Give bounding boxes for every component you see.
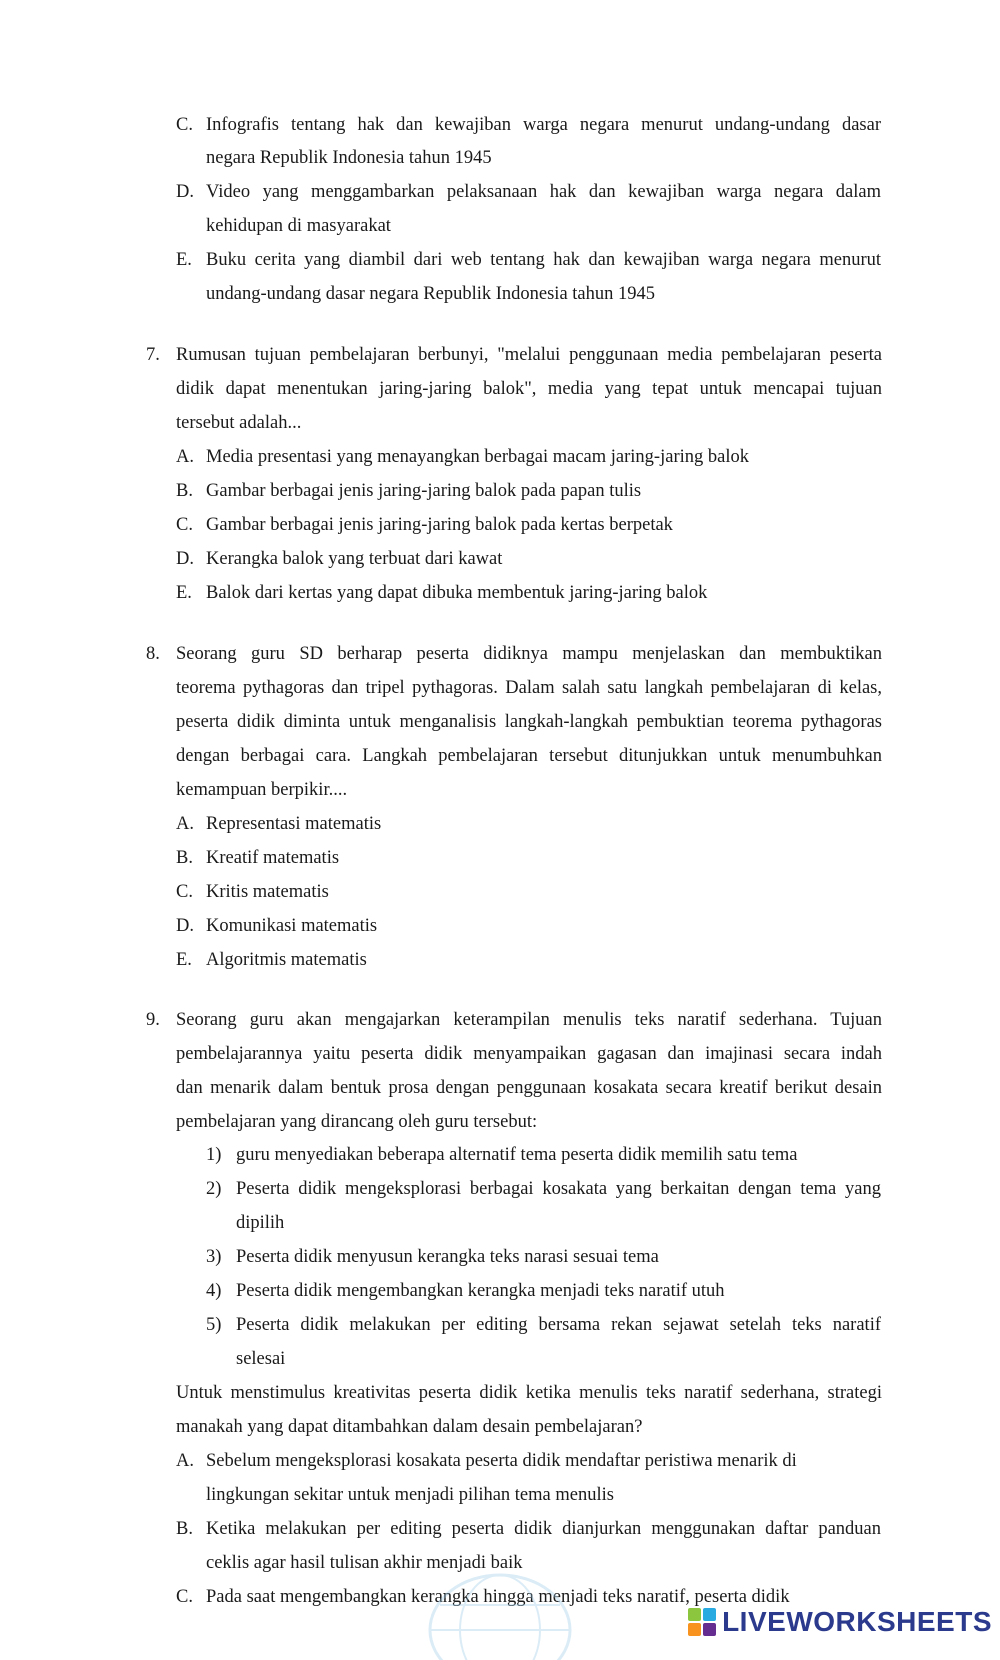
step-number: 5) xyxy=(206,1315,222,1335)
watermark-emblem xyxy=(390,1560,610,1660)
step-text: dipilih xyxy=(236,1213,285,1233)
question-stem-line: dan menarik dalam bentuk prosa dengan penggunaan kosakata secara kreatif berikut desain xyxy=(176,1078,882,1098)
step-text: selesai xyxy=(236,1349,286,1369)
question-stem-line: Rumusan tujuan pembelajaran berbunyi, "melalui penggunaan media pembelajaran peserta xyxy=(176,345,882,365)
option-letter: B. xyxy=(176,1519,193,1539)
question-number: 9. xyxy=(146,1010,160,1030)
option-letter: D. xyxy=(176,916,194,936)
option-text: Infografis tentang hak dan kewajiban warga negara menurut undang-undang dasar xyxy=(206,115,881,135)
option-letter: A. xyxy=(176,1451,194,1471)
step-text: guru menyediakan beberapa alternatif tema peserta didik memilih satu tema xyxy=(236,1145,798,1165)
option-text: Algoritmis matematis xyxy=(206,950,367,970)
option-text: Buku cerita yang diambil dari web tentang hak dan kewajiban warga negara menurut xyxy=(206,250,881,270)
option-letter: B. xyxy=(176,481,193,501)
question-stem-line: peserta didik diminta untuk menganalisis langkah-langkah pembuktian teorema pythagoras xyxy=(176,712,882,732)
step-text: Peserta didik mengeksplorasi berbagai kosakata yang berkaitan dengan tema yang xyxy=(236,1179,881,1199)
option-text: Gambar berbagai jenis jaring-jaring balok pada kertas berpetak xyxy=(206,515,673,535)
question-stem-line: kemampuan berpikir.... xyxy=(176,780,348,800)
brand-wordmark: LIVEWORKSHEETS xyxy=(722,1606,992,1637)
question-stem-line: pembelajaran yang dirancang oleh guru tersebut: xyxy=(176,1112,538,1132)
option-text: Sebelum mengeksplorasi kosakata peserta didik mendaftar peristiwa menarik di xyxy=(206,1451,797,1471)
option-text: Gambar berbagai jenis jaring-jaring balok pada papan tulis xyxy=(206,481,642,501)
liveworksheets-logo-icon xyxy=(688,1608,716,1636)
option-letter: A. xyxy=(176,814,194,834)
question-stem-line: pembelajarannya yaitu peserta didik menyampaikan gagasan dan imajinasi secara indah xyxy=(176,1044,882,1064)
step-number: 3) xyxy=(206,1247,222,1267)
question-stem-line: Seorang guru SD berharap peserta didiknya mampu menjelaskan dan membuktikan xyxy=(176,644,882,664)
step-number: 2) xyxy=(206,1179,222,1199)
option-text: Pada saat mengembangkan kerangka hingga menjadi teks naratif, peserta didik xyxy=(206,1587,790,1607)
liveworksheets-brand xyxy=(688,1607,992,1637)
step-text: Peserta didik menyusun kerangka teks narasi sesuai tema xyxy=(236,1247,659,1267)
option-text: Balok dari kertas yang dapat dibuka membentuk jaring-jaring balok xyxy=(206,583,708,603)
option-text: Representasi matematis xyxy=(206,814,382,834)
step-number: 1) xyxy=(206,1145,222,1165)
option-letter: E. xyxy=(176,250,192,270)
option-text: undang-undang dasar negara Republik Indonesia tahun 1945 xyxy=(206,284,656,304)
option-letter: C. xyxy=(176,515,193,535)
option-letter: C. xyxy=(176,1587,193,1607)
option-letter: B. xyxy=(176,848,193,868)
question-stem-line: Seorang guru akan mengajarkan keterampilan menulis teks naratif sederhana. Tujuan xyxy=(176,1010,882,1030)
option-text: kehidupan di masyarakat xyxy=(206,216,391,236)
option-text: Kreatif matematis xyxy=(206,848,340,868)
option-letter: E. xyxy=(176,583,192,603)
question-prompt-line: manakah yang dapat ditambahkan dalam desain pembelajaran? xyxy=(176,1417,643,1437)
question-stem-line: dengan berbagai cara. Langkah pembelajaran tersebut ditunjukkan untuk menumbuhkan xyxy=(176,746,882,766)
question-number: 7. xyxy=(146,345,160,365)
question-number: 8. xyxy=(146,644,160,664)
option-letter: C. xyxy=(176,115,193,135)
option-text: Video yang menggambarkan pelaksanaan hak dan kewajiban warga negara dalam xyxy=(206,182,881,202)
option-letter: C. xyxy=(176,882,193,902)
option-letter: D. xyxy=(176,549,194,569)
option-text: Ketika melakukan per editing peserta didik dianjurkan menggunakan daftar panduan xyxy=(206,1519,881,1539)
option-text: Komunikasi matematis xyxy=(206,916,378,936)
option-text: lingkungan sekitar untuk menjadi pilihan tema menulis xyxy=(206,1485,614,1505)
option-text: Kerangka balok yang terbuat dari kawat xyxy=(206,549,503,569)
question-stem-line: teorema pythagoras dan tripel pythagoras. Dalam salah satu langkah pembelajaran di kelas, xyxy=(176,678,882,698)
option-text: Media presentasi yang menayangkan berbagai macam jaring-jaring balok xyxy=(206,447,749,467)
step-number: 4) xyxy=(206,1281,222,1301)
option-text: Kritis matematis xyxy=(206,882,329,902)
option-text: ceklis agar hasil tulisan akhir menjadi baik xyxy=(206,1553,523,1573)
option-letter: D. xyxy=(176,182,194,202)
option-text: negara Republik Indonesia tahun 1945 xyxy=(206,148,492,168)
option-letter: E. xyxy=(176,950,192,970)
option-letter: A. xyxy=(176,447,194,467)
question-stem-line: tersebut adalah... xyxy=(176,413,302,433)
question-stem-line: didik dapat menentukan jaring-jaring balok", media yang tepat untuk mencapai tujuan xyxy=(176,379,882,399)
step-text: Peserta didik melakukan per editing bersama rekan sejawat setelah teks naratif xyxy=(236,1315,881,1335)
question-prompt-line: Untuk menstimulus kreativitas peserta didik ketika menulis teks naratif sederhana, strategi xyxy=(176,1383,882,1403)
step-text: Peserta didik mengembangkan kerangka menjadi teks naratif utuh xyxy=(236,1281,725,1301)
